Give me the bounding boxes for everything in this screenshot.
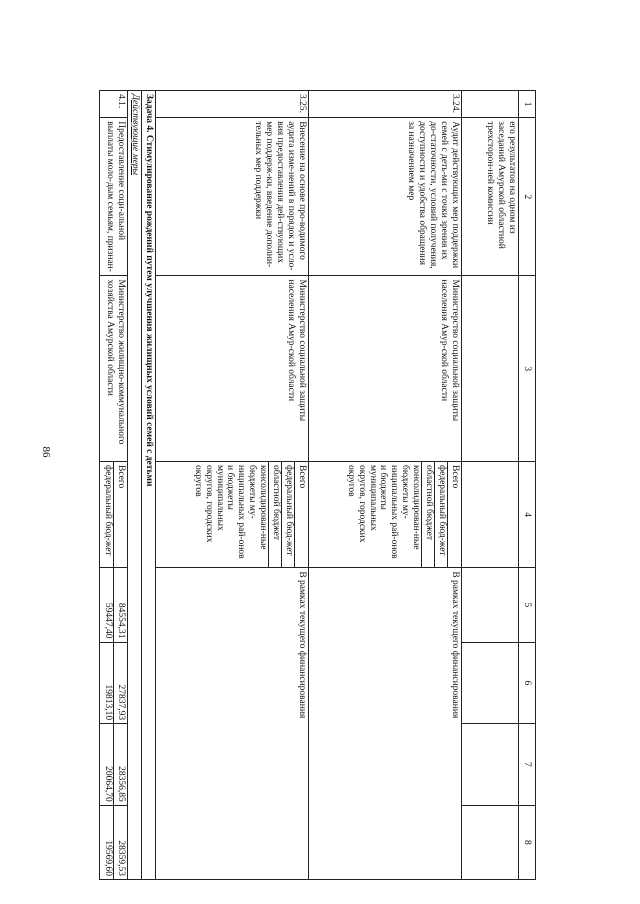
value-total: 28356,85: [113, 724, 126, 805]
cell-num: 4.1.: [100, 91, 128, 118]
cell-funding-note: В рамках текущего финансирования: [309, 568, 462, 880]
page-number: 86: [40, 446, 52, 458]
cell-funding-note: В рамках текущего финансирования: [156, 568, 309, 880]
cell-value-col-7: [100, 724, 128, 806]
table-row-4-1: [100, 91, 128, 880]
cell-empty: [462, 642, 519, 724]
value-federal: 19569,60: [103, 840, 114, 876]
header-col-8: 8: [519, 805, 536, 879]
rotated-page-area: [96, 90, 536, 880]
cell-executor: Министерство социальной защиты населения Амур-ской области: [309, 276, 462, 462]
cell-description: его результатов на одном из заседаний Амурской областной трехсторон-ней комиссии: [462, 118, 519, 276]
value-federal: 19813,10: [103, 684, 114, 721]
rotated-table-container: [96, 90, 536, 880]
cell-num: 3.24.: [309, 91, 462, 118]
cell-empty: [462, 724, 519, 806]
header-row: [519, 91, 536, 880]
source-municipal: консолидирован-ные бюджеты му-ниципальных рай-онов и бюджеты муниципальных округов, городских округов: [345, 464, 422, 559]
subsection-row: [128, 91, 142, 880]
cell-num: 3.25.: [156, 91, 309, 118]
cell-sources: [309, 461, 462, 567]
table-row-3-24: [309, 91, 462, 880]
header-col-6: 6: [519, 642, 536, 724]
source-federal: федеральный бюд-жет: [434, 462, 447, 567]
cell-sources: [100, 461, 128, 567]
header-col-3: 3: [519, 276, 536, 462]
cell-value-col-6: [100, 642, 128, 724]
task-4-title: Задача 4. Стимулирование рождений путем улучшения жилищных условий семей с детьми: [142, 91, 156, 880]
source-federal: федеральный бюд-жет: [103, 464, 114, 556]
source-federal: федеральный бюд-жет: [281, 462, 294, 567]
header-col-1: 1: [519, 91, 536, 118]
cell-executor: Министерство жилищно-коммунального хозяйства Амурской области: [100, 276, 128, 462]
header-col-7: 7: [519, 724, 536, 806]
value-federal: 20064,70: [103, 766, 114, 802]
cell-description: Внесение на основе про-водимого аудита изме-нений в порядок и усло-вия предоставления дей-ствующих мер поддерж-ки, введение дополни-тельных мер поддержки: [156, 118, 309, 276]
cell-sources: [156, 461, 309, 567]
source-total: Всего: [447, 462, 460, 567]
cell-value-col-8: [100, 805, 128, 879]
subsection-title: Действующие меры: [130, 94, 141, 176]
header-col-4: 4: [519, 461, 536, 567]
cell-value-col-5: [100, 568, 128, 642]
table-row-continuation: [462, 91, 519, 880]
source-regional: областной бюджет: [268, 462, 281, 567]
header-col-5: 5: [519, 568, 536, 642]
value-total: 84554,31: [113, 568, 126, 641]
cell-empty: [462, 461, 519, 567]
cell-empty: [462, 568, 519, 642]
table-row-3-25: [156, 91, 309, 880]
cell-description: Предоставление соци-альной выплаты моло-дым семьям, признан-: [100, 118, 128, 276]
subsection-cell: [128, 91, 142, 880]
value-total: 28359,53: [113, 806, 126, 879]
cell-empty: [462, 276, 519, 462]
header-col-2: 2: [519, 118, 536, 276]
cell-description: Аудит действующих мер поддержки семей с деть-ми с точки зрения их до-статочности, условий получения, доступности и удобства обращения за назначением мер: [309, 118, 462, 276]
cell-num: [462, 91, 519, 118]
task-4-row: [142, 91, 156, 880]
source-regional: областной бюджет: [421, 462, 434, 567]
value-federal: 59447,40: [103, 602, 114, 639]
source-total: Всего: [294, 462, 307, 567]
value-total: 27837,93: [113, 643, 126, 724]
program-measures-table: [99, 90, 536, 880]
cell-empty: [462, 805, 519, 879]
source-municipal: консолидирован-ные бюджеты му-ниципальных рай-онов и бюджеты муниципальных округов, городских округов: [192, 464, 269, 559]
source-total: Всего: [113, 462, 126, 567]
cell-executor: Министерство социальной защиты населения Амур-ской области: [156, 276, 309, 462]
